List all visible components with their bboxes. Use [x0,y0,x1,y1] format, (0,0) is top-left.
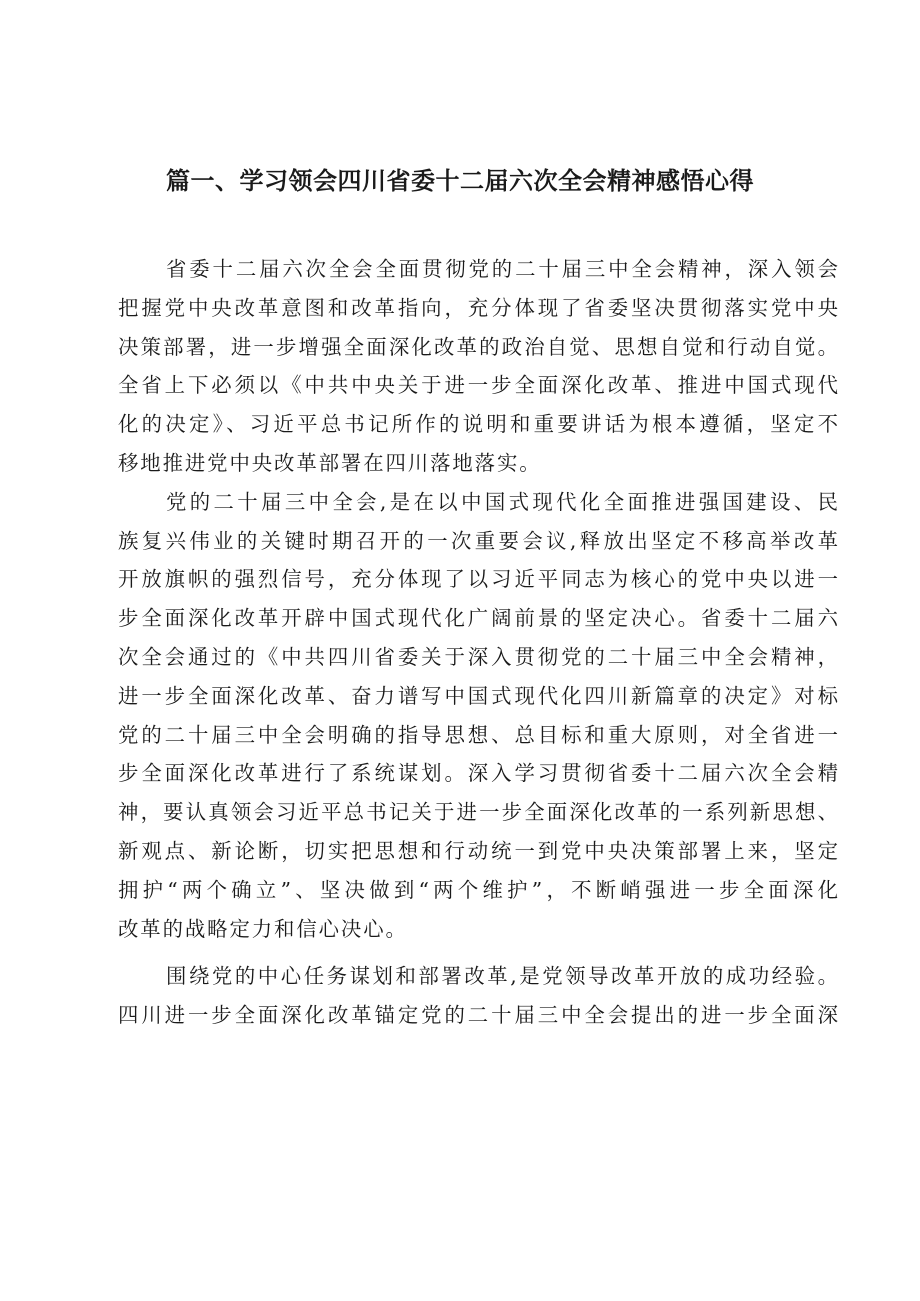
paragraph-line: 决策部署，进一步增强全面深化改革的政治自觉、思想自觉和行动自觉。 [118,334,838,359]
paragraph-line: 神，要认真领会习近平总书记关于进一步全面深化改革的一系列新思想、 [118,800,838,825]
paragraph-line: 改革的战略定力和信心决心。 [118,916,408,941]
paragraph-line: 把握党中央改革意图和改革指向，充分体现了省委坚决贯彻落实党中央 [118,295,838,320]
paragraph-line: 省委十二届六次全会全面贯彻党的二十届三中全会精神，深入领会 [166,257,838,281]
paragraph-line: 围绕党的中心任务谋划和部署改革,是党领导改革开放的成功经验。 [166,964,838,989]
paragraph-line: 党的二十届三中全会,是在以中国式现代化全面推进强国建设、民 [166,489,838,514]
paragraph-line: 步全面深化改革开辟中国式现代化广阔前景的坚定决心。省委十二届六 [118,606,838,631]
paragraph-line: 次全会通过的《中共四川省委关于深入贯彻党的二十届三中全会精神， [118,644,838,669]
paragraph-line: 化的决定》、习近平总书记所作的说明和重要讲话为根本遵循，坚定不 [118,412,838,437]
paragraph-3 [118,957,838,1035]
paragraph-2 [118,483,838,949]
document-title: 篇一、学习领会四川省委十二届六次全会精神感悟心得 [166,167,754,195]
document-body [118,250,838,1035]
paragraph-line: 拥护“两个确立”、坚决做到“两个维护”，不断峭强进一步全面深化 [118,877,838,902]
paragraph-line: 进一步全面深化改革、奋力谱写中国式现代化四川新篇章的决定》对标 [118,683,838,708]
paragraph-line: 族复兴伟业的关键时期召开的一次重要会议,释放出坚定不移高举改革 [118,528,838,553]
paragraph-line: 开放旗帜的强烈信号，充分体现了以习近平同志为核心的党中央以进一 [118,567,838,592]
paragraph-line: 步全面深化改革进行了系统谋划。深入学习贯彻省委十二届六次全会精 [118,761,838,786]
paragraph-line: 四川进一步全面深化改革锚定党的二十届三中全会提出的进一步全面深 [118,1003,838,1028]
paragraph-1 [118,250,838,483]
paragraph-line: 移地推进党中央改革部署在四川落地落实。 [118,450,542,475]
paragraph-gap [118,948,838,957]
paragraph-line: 新观点、新论断，切实把思想和行动统一到党中央决策部署上来，坚定 [118,838,838,863]
paragraph-line: 党的二十届三中全会明确的指导思想、总目标和重大原则，对全省进一 [118,722,838,747]
paragraph-line: 全省上下必须以《中共中央关于进一步全面深化改革、推进中国式现代 [118,373,838,398]
